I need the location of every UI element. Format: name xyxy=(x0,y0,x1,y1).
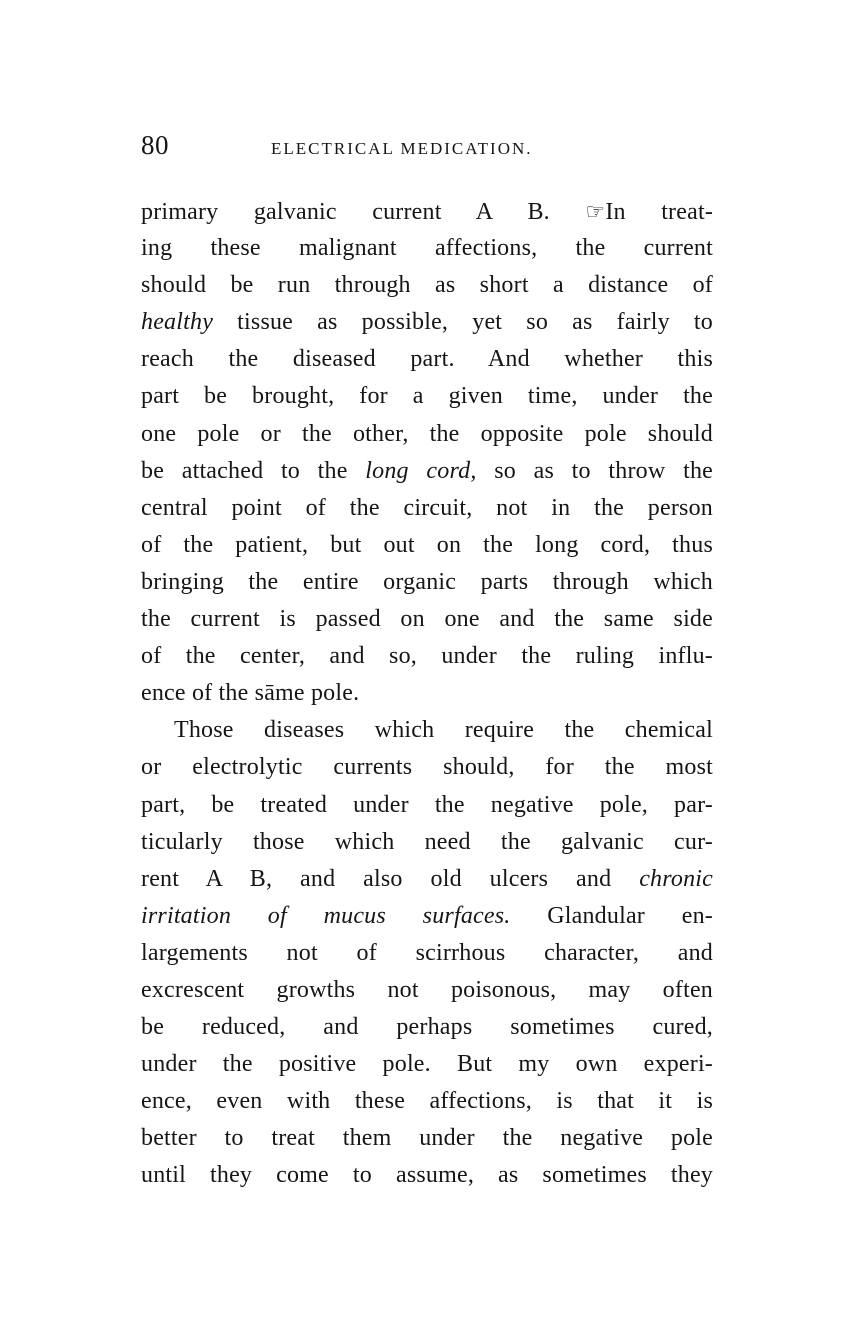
text-line: ence, even with these affections, is that it is xyxy=(141,1088,713,1115)
italic-text: irritation of mucus surfaces. xyxy=(141,902,511,929)
italic-text: long cord, xyxy=(365,457,477,484)
text-segment: In treat- xyxy=(605,199,714,225)
text-line: the current is passed on one and the same side xyxy=(141,606,713,633)
italic-text: healthy xyxy=(141,309,214,336)
running-head: ELECTRICAL MEDICATION. xyxy=(271,139,533,158)
text-line: bringing the entire organic parts through which xyxy=(141,568,713,595)
text-line: ticularly those which need the galvanic cur- xyxy=(141,828,713,855)
text-line: under the positive pole. But my own experi- xyxy=(141,1051,713,1078)
text-line: part, be treated under the negative pole, par- xyxy=(141,791,713,818)
italic-text: chronic xyxy=(639,865,714,892)
page-number: 80 xyxy=(141,130,169,160)
text-line: of the patient, but out on the long cord, thus xyxy=(141,531,713,558)
text-line: central point of the circuit, not in the person xyxy=(141,494,713,521)
text-line: be reduced, and perhaps sometimes cured, xyxy=(141,1014,713,1041)
text-line: of the center, and so, under the ruling influ- xyxy=(141,643,713,670)
pointing-hand-icon: ☞ xyxy=(585,199,606,224)
text-segment: rent A B, and also old ulcers and xyxy=(141,865,612,892)
text-segment: Glandular en- xyxy=(547,902,713,929)
body-text xyxy=(141,193,713,1195)
text-segment: primary galvanic current A B. xyxy=(141,199,550,225)
text-line: reach the diseased part. And whether this xyxy=(141,346,713,373)
text-line: should be run through as short a distance of xyxy=(141,272,713,299)
text-line xyxy=(141,898,713,935)
text-line xyxy=(141,453,713,490)
text-segment: be attached to the xyxy=(141,457,348,484)
text-line xyxy=(141,304,713,341)
page-header xyxy=(141,130,716,166)
text-segment: so as to throw the xyxy=(494,457,713,484)
text-segment: tissue as possible, yet so as fairly to xyxy=(237,309,714,336)
text-line: excrescent growths not poisonous, may often xyxy=(141,976,713,1003)
text-line: ing these malignant affections, the current xyxy=(141,235,713,262)
text-line xyxy=(141,861,713,898)
text-line: until they come to assume, as sometimes they xyxy=(141,1162,713,1189)
text-line: part be brought, for a given time, under the xyxy=(141,383,713,410)
text-line xyxy=(141,193,713,230)
text-line: largements not of scirrhous character, and xyxy=(141,939,713,966)
text-line: ence of the sāme pole. xyxy=(141,680,360,707)
text-line: one pole or the other, the opposite pole should xyxy=(141,420,713,447)
text-line: better to treat them under the negative pole xyxy=(141,1125,713,1152)
text-line: or electrolytic currents should, for the most xyxy=(141,754,713,781)
text-line: Those diseases which require the chemical xyxy=(174,717,713,744)
